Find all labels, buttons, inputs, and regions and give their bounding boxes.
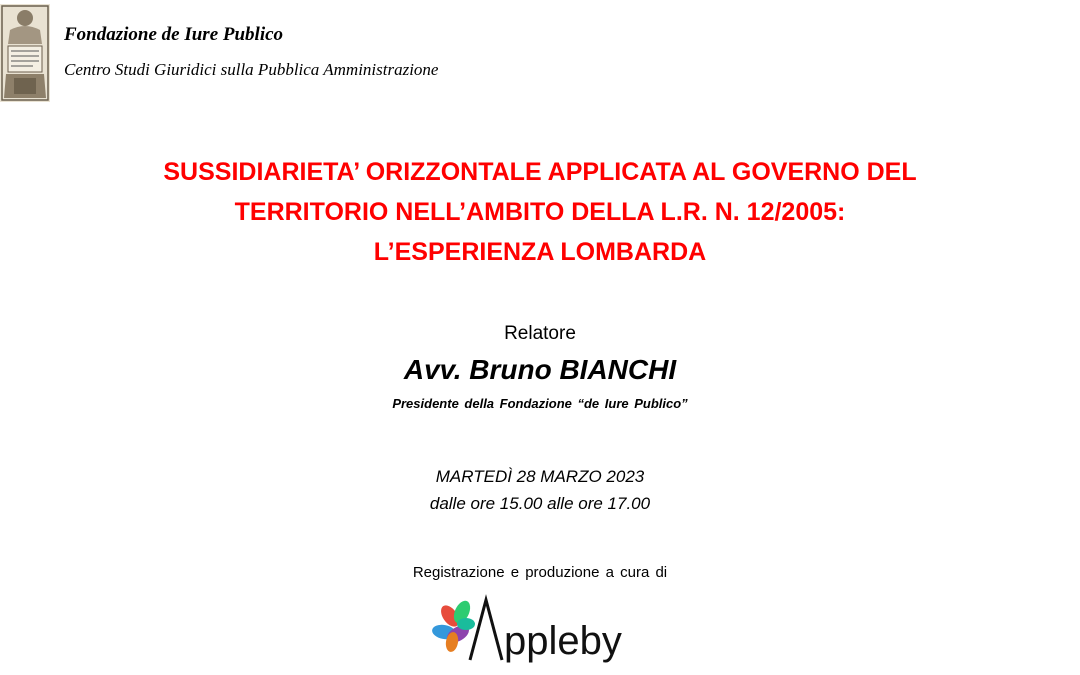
header <box>0 0 700 104</box>
appleby-logo-text: ppleby <box>504 619 622 663</box>
org-name: Fondazione de Iure Publico <box>64 24 284 45</box>
event-schedule <box>0 463 1080 517</box>
seal-emblem-icon <box>0 4 50 102</box>
event-title-line: L’ESPERIENZA LOMBARDA <box>373 238 707 266</box>
speaker-role: Presidente della Fondazione “de Iure Publico” <box>392 396 688 411</box>
event-time: dalle ore 15.00 alle ore 17.00 <box>429 494 651 513</box>
appleby-logo <box>430 594 650 666</box>
production-credit: Registrazione e produzione a cura di <box>412 564 668 581</box>
event-title-line: SUSSIDIARIETA’ ORIZZONTALE APPLICATA AL GOVERNO DEL <box>163 158 917 186</box>
event-date: MARTEDÌ 28 MARZO 2023 <box>435 467 645 486</box>
org-subtitle: Centro Studi Giuridici sulla Pubblica Amministrazione <box>64 60 439 79</box>
speaker-name: Avv. Bruno BIANCHI <box>403 354 677 385</box>
appleby-logo-icon <box>431 598 502 660</box>
event-title <box>60 152 1020 272</box>
event-title-line: TERRITORIO NELL’AMBITO DELLA L.R. N. 12/2005: <box>234 198 846 226</box>
speaker-label: Relatore <box>504 323 576 344</box>
